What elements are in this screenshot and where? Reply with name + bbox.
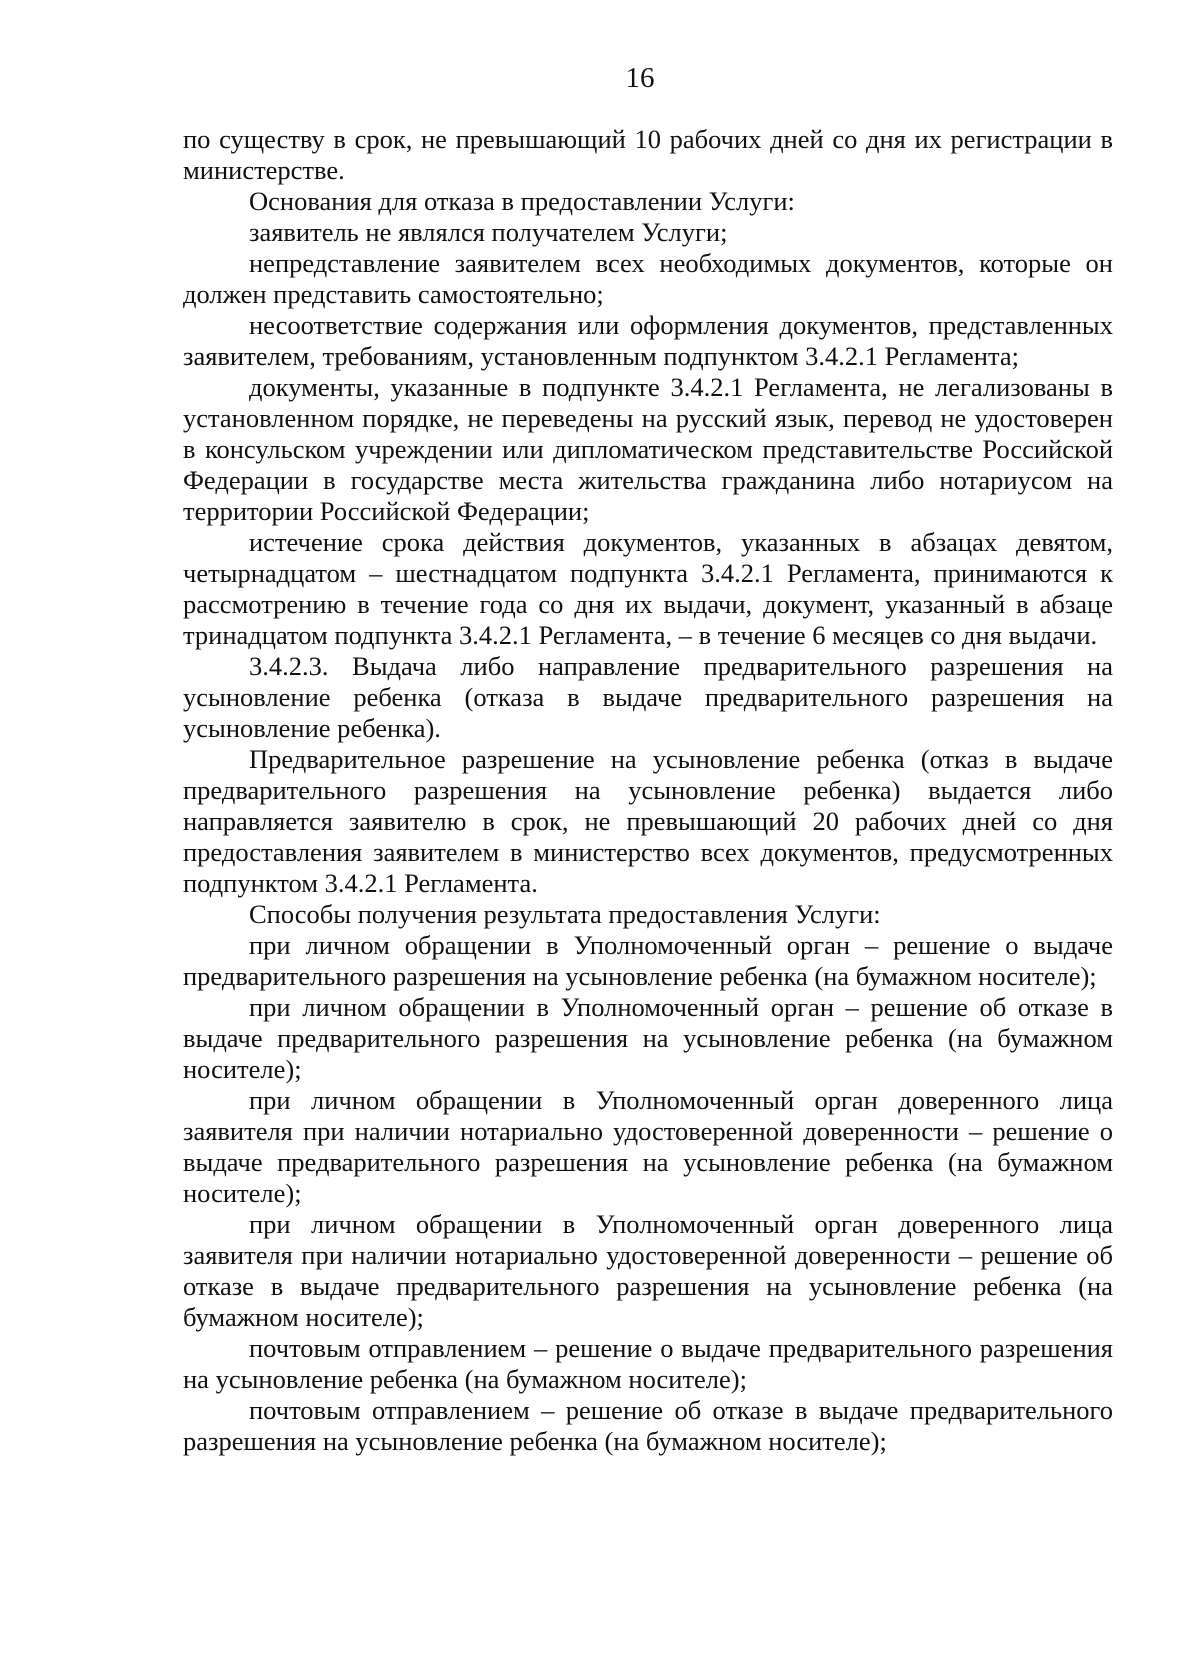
paragraph: по существу в срок, не превышающий 10 рабочих дней со дня их регистрации в министерстве. xyxy=(183,124,1113,185)
paragraph: Предварительное разрешение на усыновление ребенка (отказ в выдаче предварительного разрешения на усыновление ребенка) выдается либо направляется заявителю в срок, не превышающий 20 рабочих дней со дня предоставления заявителем в министерство всех документов, предусмотренных подпунктом 3.4.2.1 Регламента. xyxy=(183,744,1113,898)
paragraph: при личном обращении в Уполномоченный орган доверенного лица заявителя при наличии нотариально удостоверенной доверенности – решение об отказе в выдаче предварительного разрешения на усыновление ребенка (на бумажном носителе); xyxy=(183,1209,1113,1332)
paragraph: Способы получения результата предоставления Услуги: xyxy=(249,899,881,929)
paragraph: Основания для отказа в предоставлении Услуги: xyxy=(249,186,795,216)
paragraph: при личном обращении в Уполномоченный орган – решение о выдаче предварительного разрешения на усыновление ребенка (на бумажном носителе); xyxy=(183,930,1113,991)
paragraph: при личном обращении в Уполномоченный орган – решение об отказе в выдаче предварительного разрешения на усыновление ребенка (на бумажном носителе); xyxy=(183,992,1113,1084)
paragraph: непредставление заявителем всех необходимых документов, которые он должен представить самостоятельно; xyxy=(183,248,1113,309)
paragraph: истечение срока действия документов, указанных в абзацах девятом, четырнадцатом – шестнадцатом подпункта 3.4.2.1 Регламента, принимаются к рассмотрению в течение года со дня их выдачи, документ, указанный в абзаце тринадцатом подпункта 3.4.2.1 Регламента, – в течение 6 месяцев со дня выдачи. xyxy=(183,527,1113,650)
paragraph: несоответствие содержания или оформления документов, представленных заявителем, требованиям, установленным подпунктом 3.4.2.1 Регламента; xyxy=(183,310,1113,371)
paragraph: 3.4.2.3. Выдача либо направление предварительного разрешения на усыновление ребенка (отказа в выдаче предварительного разрешения на усыновление ребенка). xyxy=(183,651,1113,743)
paragraph: почтовым отправлением – решение об отказе в выдаче предварительного разрешения на усыновление ребенка (на бумажном носителе); xyxy=(183,1395,1113,1456)
document-body xyxy=(183,124,1113,1457)
paragraph: заявитель не являлся получателем Услуги; xyxy=(249,217,728,247)
page-number: 16 xyxy=(625,62,655,94)
paragraph: при личном обращении в Уполномоченный орган доверенного лица заявителя при наличии нотариально удостоверенной доверенности – решение о выдаче предварительного разрешения на усыновление ребенка (на бумажном носителе); xyxy=(183,1085,1113,1208)
paragraph: почтовым отправлением – решение о выдаче предварительного разрешения на усыновление ребенка (на бумажном носителе); xyxy=(183,1333,1113,1394)
paragraph: документы, указанные в подпункте 3.4.2.1 Регламента, не легализованы в установленном порядке, не переведены на русский язык, перевод не удостоверен в консульском учреждении или дипломатическом представительстве Российской Федерации в государстве места жительства гражданина либо нотариусом на территории Российской Федерации; xyxy=(183,372,1113,526)
